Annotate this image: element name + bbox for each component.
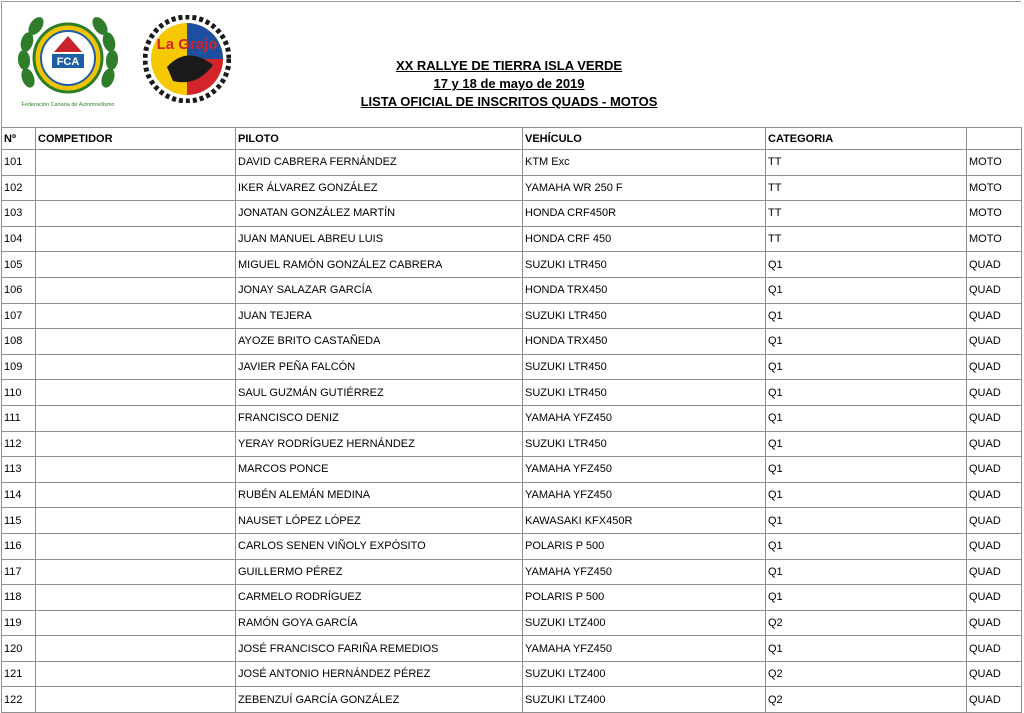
cell-pilot: CARLOS SENEN VIÑOLY EXPÓSITO (236, 533, 523, 559)
cell-num: 114 (2, 482, 36, 508)
header-type (967, 128, 1022, 150)
cell-category: Q2 (766, 661, 967, 687)
cell-vehicle: KAWASAKI KFX450R (523, 508, 766, 534)
table-row (2, 252, 1022, 278)
table-row (2, 226, 1022, 252)
cell-competitor (36, 457, 236, 483)
cell-vehicle: YAMAHA YFZ450 (523, 405, 766, 431)
cell-competitor (36, 303, 236, 329)
cell-num: 112 (2, 431, 36, 457)
cell-vehicle: HONDA TRX450 (523, 329, 766, 355)
table-row (2, 533, 1022, 559)
cell-num: 106 (2, 277, 36, 303)
cell-type: MOTO (967, 175, 1022, 201)
cell-pilot: FRANCISCO DENIZ (236, 405, 523, 431)
cell-pilot: SAUL GUZMÁN GUTIÉRREZ (236, 380, 523, 406)
cell-type: QUAD (967, 687, 1022, 713)
cell-vehicle: HONDA CRF450R (523, 201, 766, 227)
cell-type: QUAD (967, 482, 1022, 508)
cell-category: Q1 (766, 482, 967, 508)
table-row (2, 150, 1022, 176)
cell-competitor (36, 636, 236, 662)
cell-category: Q1 (766, 252, 967, 278)
cell-type: QUAD (967, 329, 1022, 355)
cell-num: 117 (2, 559, 36, 585)
table-row (2, 687, 1022, 713)
cell-type: QUAD (967, 431, 1022, 457)
cell-pilot: JONATAN GONZÁLEZ MARTÍN (236, 201, 523, 227)
cell-num: 108 (2, 329, 36, 355)
cell-vehicle: YAMAHA WR 250 F (523, 175, 766, 201)
cell-vehicle: SUZUKI LTZ400 (523, 610, 766, 636)
cell-category: Q1 (766, 354, 967, 380)
cell-competitor (36, 431, 236, 457)
cell-competitor (36, 533, 236, 559)
cell-vehicle: SUZUKI LTR450 (523, 431, 766, 457)
cell-competitor (36, 277, 236, 303)
cell-vehicle: YAMAHA YFZ450 (523, 636, 766, 662)
cell-competitor (36, 585, 236, 611)
cell-competitor (36, 150, 236, 176)
cell-num: 102 (2, 175, 36, 201)
cell-category: TT (766, 175, 967, 201)
entries-table (1, 127, 1022, 713)
cell-pilot: NAUSET LÓPEZ LÓPEZ (236, 508, 523, 534)
event-date: 17 y 18 de mayo de 2019 (433, 76, 585, 91)
cell-pilot: JOSÉ ANTONIO HERNÁNDEZ PÉREZ (236, 661, 523, 687)
cell-category: Q1 (766, 533, 967, 559)
cell-vehicle: SUZUKI LTR450 (523, 380, 766, 406)
table-row (2, 585, 1022, 611)
table-row (2, 431, 1022, 457)
cell-category: Q1 (766, 431, 967, 457)
cell-competitor (36, 661, 236, 687)
table-row (2, 201, 1022, 227)
header-competitor: COMPETIDOR (36, 128, 236, 150)
header-category: CATEGORIA (766, 128, 967, 150)
table-row (2, 457, 1022, 483)
cell-pilot: IKER ÁLVAREZ GONZÁLEZ (236, 175, 523, 201)
cell-pilot: JONAY SALAZAR GARCÍA (236, 277, 523, 303)
cell-category: Q1 (766, 457, 967, 483)
cell-num: 120 (2, 636, 36, 662)
cell-num: 103 (2, 201, 36, 227)
cell-num: 101 (2, 150, 36, 176)
cell-category: Q1 (766, 585, 967, 611)
cell-type: MOTO (967, 201, 1022, 227)
cell-category: Q1 (766, 508, 967, 534)
cell-vehicle: KTM Exc (523, 150, 766, 176)
cell-category: Q1 (766, 405, 967, 431)
cell-num: 113 (2, 457, 36, 483)
cell-type: QUAD (967, 457, 1022, 483)
cell-pilot: JUAN MANUEL ABREU LUIS (236, 226, 523, 252)
cell-competitor (36, 482, 236, 508)
cell-pilot: JUAN TEJERA (236, 303, 523, 329)
cell-competitor (36, 559, 236, 585)
cell-vehicle: YAMAHA YFZ450 (523, 482, 766, 508)
cell-type: QUAD (967, 508, 1022, 534)
cell-type: QUAD (967, 252, 1022, 278)
cell-category: Q1 (766, 277, 967, 303)
cell-category: Q1 (766, 636, 967, 662)
cell-vehicle: SUZUKI LTZ400 (523, 661, 766, 687)
cell-type: MOTO (967, 226, 1022, 252)
cell-vehicle: SUZUKI LTR450 (523, 303, 766, 329)
cell-pilot: ZEBENZUÍ GARCÍA GONZÁLEZ (236, 687, 523, 713)
cell-num: 116 (2, 533, 36, 559)
cell-type: QUAD (967, 277, 1022, 303)
cell-competitor (36, 508, 236, 534)
list-subtitle: LISTA OFICIAL DE INSCRITOS QUADS - MOTOS (360, 94, 658, 109)
cell-type: MOTO (967, 150, 1022, 176)
table-row (2, 661, 1022, 687)
cell-pilot: MARCOS PONCE (236, 457, 523, 483)
svg-text:Federación Canaria de Automovi: Federación Canaria de Automovilismo (21, 102, 115, 108)
cell-vehicle: HONDA TRX450 (523, 277, 766, 303)
cell-pilot: RUBÉN ALEMÁN MEDINA (236, 482, 523, 508)
table-header-row (2, 128, 1022, 150)
cell-category: Q2 (766, 610, 967, 636)
cell-vehicle: POLARIS P 500 (523, 585, 766, 611)
cell-type: QUAD (967, 661, 1022, 687)
cell-type: QUAD (967, 354, 1022, 380)
cell-type: QUAD (967, 380, 1022, 406)
cell-vehicle: SUZUKI LTR450 (523, 252, 766, 278)
cell-vehicle: SUZUKI LTZ400 (523, 687, 766, 713)
cell-competitor (36, 687, 236, 713)
cell-category: TT (766, 226, 967, 252)
cell-type: QUAD (967, 636, 1022, 662)
cell-num: 115 (2, 508, 36, 534)
table-row (2, 405, 1022, 431)
cell-competitor (36, 201, 236, 227)
cell-pilot: GUILLERMO PÉREZ (236, 559, 523, 585)
table-row (2, 508, 1022, 534)
table-row (2, 610, 1022, 636)
cell-competitor (36, 405, 236, 431)
cell-pilot: JOSÉ FRANCISCO FARIÑA REMEDIOS (236, 636, 523, 662)
cell-pilot: DAVID CABRERA FERNÁNDEZ (236, 150, 523, 176)
cell-num: 105 (2, 252, 36, 278)
cell-type: QUAD (967, 533, 1022, 559)
svg-text:FCA: FCA (56, 56, 80, 68)
cell-vehicle: POLARIS P 500 (523, 533, 766, 559)
cell-pilot: YERAY RODRÍGUEZ HERNÁNDEZ (236, 431, 523, 457)
cell-vehicle: SUZUKI LTR450 (523, 354, 766, 380)
cell-category: Q1 (766, 559, 967, 585)
fca-logo (14, 8, 122, 112)
cell-num: 122 (2, 687, 36, 713)
cell-num: 121 (2, 661, 36, 687)
cell-num: 111 (2, 405, 36, 431)
cell-vehicle: YAMAHA YFZ450 (523, 559, 766, 585)
cell-pilot: RAMÓN GOYA GARCÍA (236, 610, 523, 636)
cell-num: 118 (2, 585, 36, 611)
cell-vehicle: HONDA CRF 450 (523, 226, 766, 252)
cell-category: Q2 (766, 687, 967, 713)
table-row (2, 329, 1022, 355)
event-title: XX RALLYE DE TIERRA ISLA VERDE (395, 58, 623, 73)
cell-type: QUAD (967, 610, 1022, 636)
cell-competitor (36, 226, 236, 252)
table-row (2, 354, 1022, 380)
cell-competitor (36, 354, 236, 380)
cell-competitor (36, 175, 236, 201)
cell-type: QUAD (967, 405, 1022, 431)
table-row (2, 380, 1022, 406)
table-row (2, 277, 1022, 303)
cell-competitor (36, 329, 236, 355)
cell-num: 110 (2, 380, 36, 406)
cell-competitor (36, 252, 236, 278)
cell-vehicle: YAMAHA YFZ450 (523, 457, 766, 483)
cell-pilot: CARMELO RODRÍGUEZ (236, 585, 523, 611)
table-row (2, 175, 1022, 201)
cell-category: Q1 (766, 303, 967, 329)
cell-num: 107 (2, 303, 36, 329)
cell-competitor (36, 380, 236, 406)
cell-type: QUAD (967, 303, 1022, 329)
cell-category: Q1 (766, 329, 967, 355)
cell-num: 119 (2, 610, 36, 636)
header-vehicle: VEHÍCULO (523, 128, 766, 150)
cell-type: QUAD (967, 559, 1022, 585)
svg-text:La Grajo: La Grajo (156, 36, 218, 53)
la-grajo-logo (143, 15, 231, 103)
table-row (2, 303, 1022, 329)
cell-category: TT (766, 201, 967, 227)
table-row (2, 636, 1022, 662)
cell-num: 104 (2, 226, 36, 252)
table-row (2, 559, 1022, 585)
cell-competitor (36, 610, 236, 636)
cell-pilot: JAVIER PEÑA FALCÓN (236, 354, 523, 380)
cell-pilot: MIGUEL RAMÓN GONZÁLEZ CABRERA (236, 252, 523, 278)
cell-category: Q1 (766, 380, 967, 406)
cell-type: QUAD (967, 585, 1022, 611)
table-row (2, 482, 1022, 508)
header-pilot: PILOTO (236, 128, 523, 150)
cell-num: 109 (2, 354, 36, 380)
header-num: Nº (2, 128, 36, 150)
cell-category: TT (766, 150, 967, 176)
cell-pilot: AYOZE BRITO CASTAÑEDA (236, 329, 523, 355)
document-titles (300, 57, 718, 111)
